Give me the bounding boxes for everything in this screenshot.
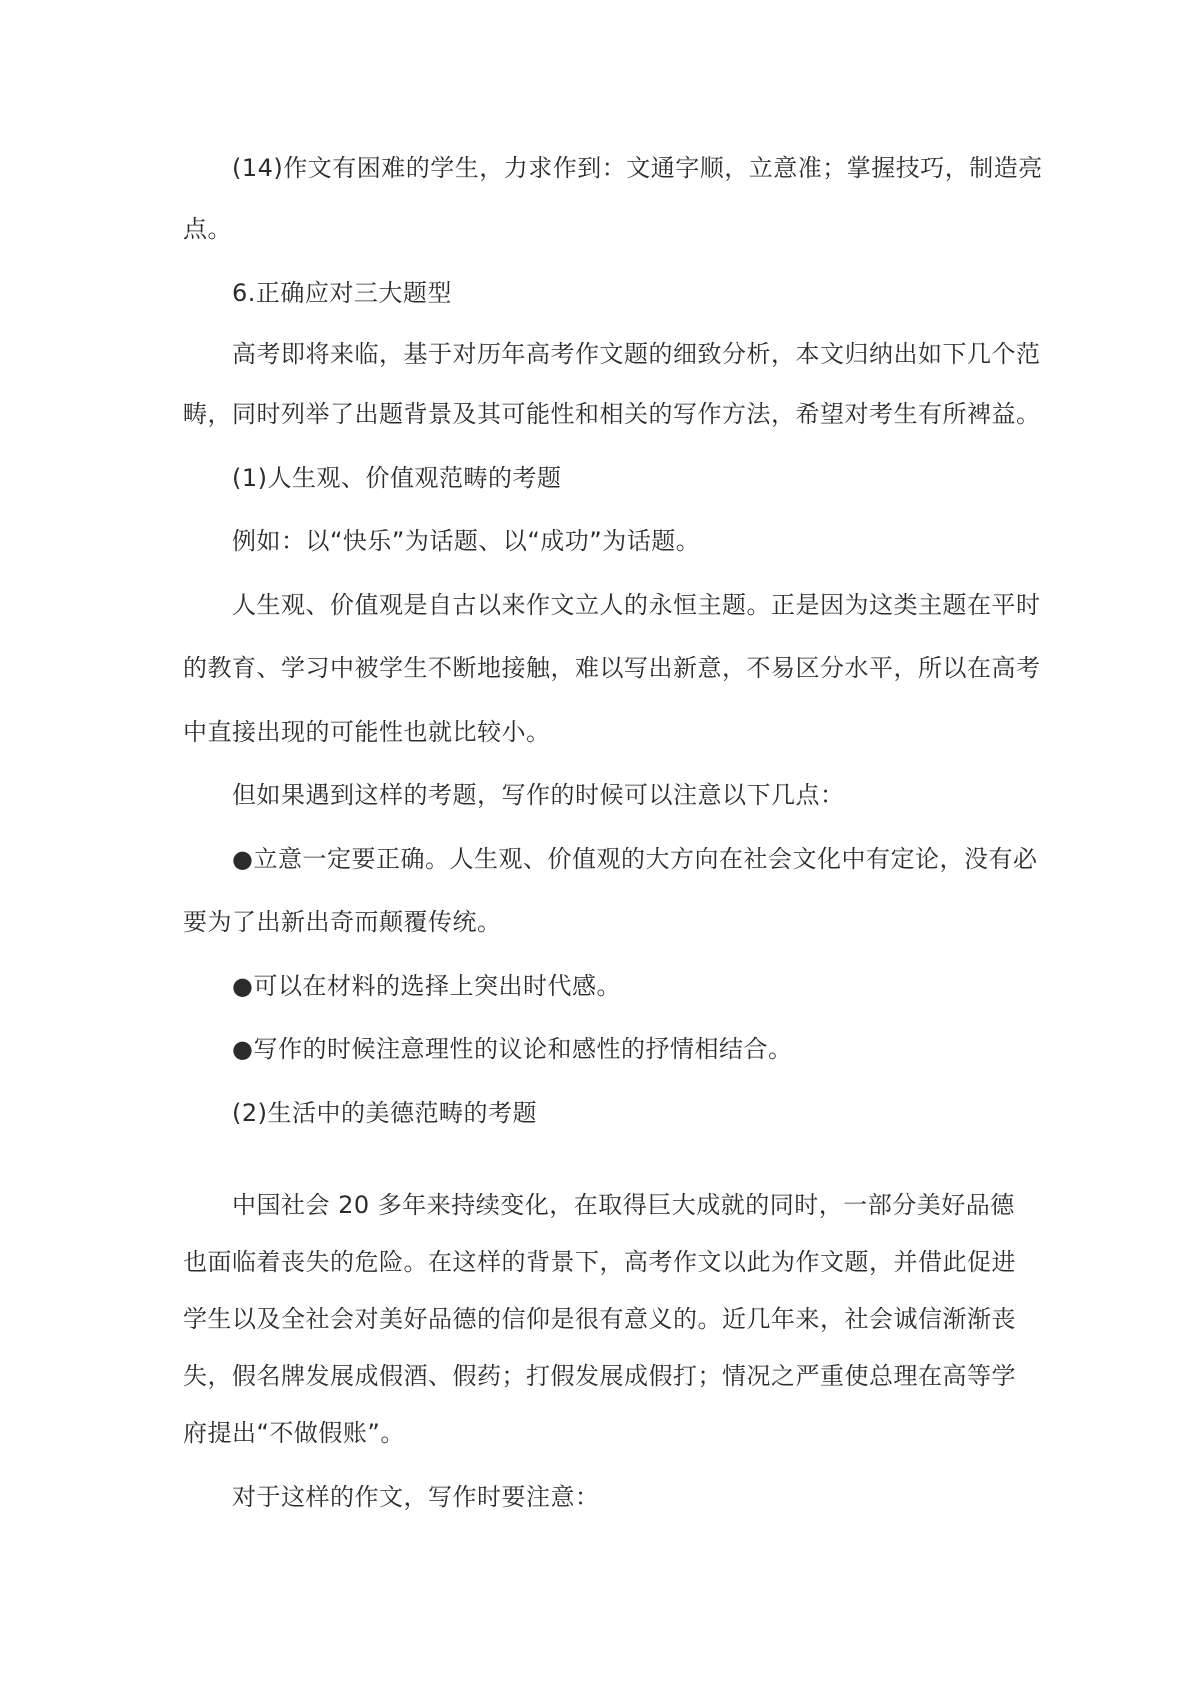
text-line: 人生观、价值观是自古以来作文立人的永恒主题。正是因为这类主题在平时 <box>232 591 1041 619</box>
text-line: 高考即将来临，基于对历年高考作文题的细致分析，本文归纳出如下几个范 <box>232 340 1041 368</box>
text-line: 也面临着丧失的危险。在这样的背景下，高考作文以此为作文题，并借此促进 <box>183 1248 1016 1276</box>
text-line: 府提出“不做假账”。 <box>183 1419 405 1447</box>
text-line: 中国社会 20 多年来持续变化，在取得巨大成就的同时，一部分美好品德 <box>232 1191 1015 1219</box>
text-line: 例如：以“快乐”为话题、以“成功”为话题。 <box>232 527 701 555</box>
bullet-item: ●可以在材料的选择上突出时代感。 <box>232 972 621 1000</box>
text-line: 点。 <box>183 215 232 243</box>
text-line: 要为了出新出奇而颠覆传统。 <box>183 908 502 936</box>
bullet-item: ●立意一定要正确。人生观、价值观的大方向在社会文化中有定论，没有必 <box>232 845 1038 873</box>
text-line: 中直接出现的可能性也就比较小。 <box>183 718 551 746</box>
subsection-heading: (2)生活中的美德范畴的考题 <box>232 1099 537 1127</box>
subsection-heading: (1)人生观、价值观范畴的考题 <box>232 464 562 492</box>
text-line: 的教育、学习中被学生不断地接触，难以写出新意，不易区分水平，所以在高考 <box>183 654 1041 682</box>
text-line: 失，假名牌发展成假酒、假药；打假发展成假打；情况之严重使总理在高等学 <box>183 1362 1016 1390</box>
text-line: 但如果遇到这样的考题，写作的时候可以注意以下几点： <box>232 781 845 809</box>
text-line: (14)作文有困难的学生，力求作到：文通字顺，立意准；掌握技巧，制造亮 <box>232 154 1043 182</box>
text-line: 畴，同时列举了出题背景及其可能性和相关的写作方法，希望对考生有所裨益。 <box>183 400 1041 428</box>
text-line: 对于这样的作文，写作时要注意： <box>232 1483 600 1511</box>
text-line: 学生以及全社会对美好品德的信仰是很有意义的。近几年来，社会诚信渐渐丧 <box>183 1305 1016 1333</box>
section-heading: 6.正确应对三大题型 <box>232 279 452 307</box>
bullet-item: ●写作的时候注意理性的议论和感性的抒情相结合。 <box>232 1035 793 1063</box>
